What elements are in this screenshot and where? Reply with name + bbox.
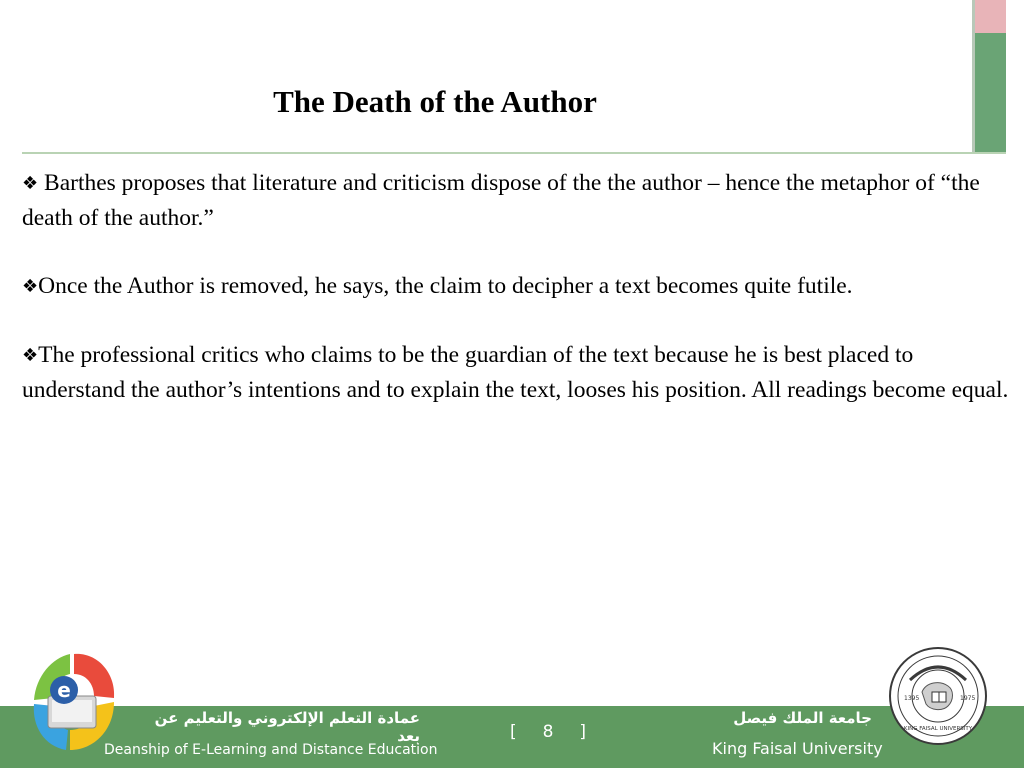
university-name-arabic: جامعة الملك فيصل bbox=[733, 709, 872, 727]
slide-title-wrap bbox=[0, 84, 870, 120]
seal-year-right: 1975 bbox=[960, 695, 976, 702]
deanship-name-english: Deanship of E-Learning and Distance Education bbox=[104, 742, 438, 758]
university-seal-icon bbox=[888, 646, 988, 746]
accent-block-pink bbox=[975, 0, 1006, 33]
page-bracket-close: ] bbox=[579, 722, 586, 742]
university-name-english: King Faisal University bbox=[712, 739, 883, 758]
page-bracket-open: [ bbox=[510, 722, 517, 742]
bullet-item bbox=[22, 338, 1012, 407]
diamond-bullet-icon: ❖ bbox=[22, 276, 39, 297]
bullet-item bbox=[22, 269, 1012, 304]
page-number-indicator bbox=[510, 722, 586, 742]
bullet-text: The professional critics who claims to be the guardian of the text because he is best placed to understand the author’s intentions and to explain the text, looses his position. All readings become equal. bbox=[22, 342, 1009, 403]
title-divider bbox=[22, 152, 1006, 154]
bullet-text: Barthes proposes that literature and criticism dispose of the the author – hence the metaphor of “the death of the author.” bbox=[22, 170, 980, 231]
seal-year-left: 1395 bbox=[904, 695, 920, 702]
accent-block-green bbox=[975, 33, 1006, 153]
bullet-item bbox=[22, 166, 1012, 235]
slide-body bbox=[22, 166, 1012, 441]
slide-title: The Death of the Author bbox=[273, 84, 597, 119]
diamond-bullet-icon: ❖ bbox=[22, 345, 39, 366]
page-number: 8 bbox=[542, 722, 554, 742]
svg-text:e: e bbox=[57, 678, 71, 702]
diamond-bullet-icon: ❖ bbox=[22, 173, 39, 194]
bullet-text: Once the Author is removed, he says, the claim to decipher a text becomes quite futile. bbox=[38, 273, 853, 299]
seal-bottom-text: KING FAISAL UNIVERSITY bbox=[903, 726, 973, 732]
deanship-name-arabic: عمادة التعلم الإلكتروني والتعليم عن بعد bbox=[154, 709, 420, 745]
